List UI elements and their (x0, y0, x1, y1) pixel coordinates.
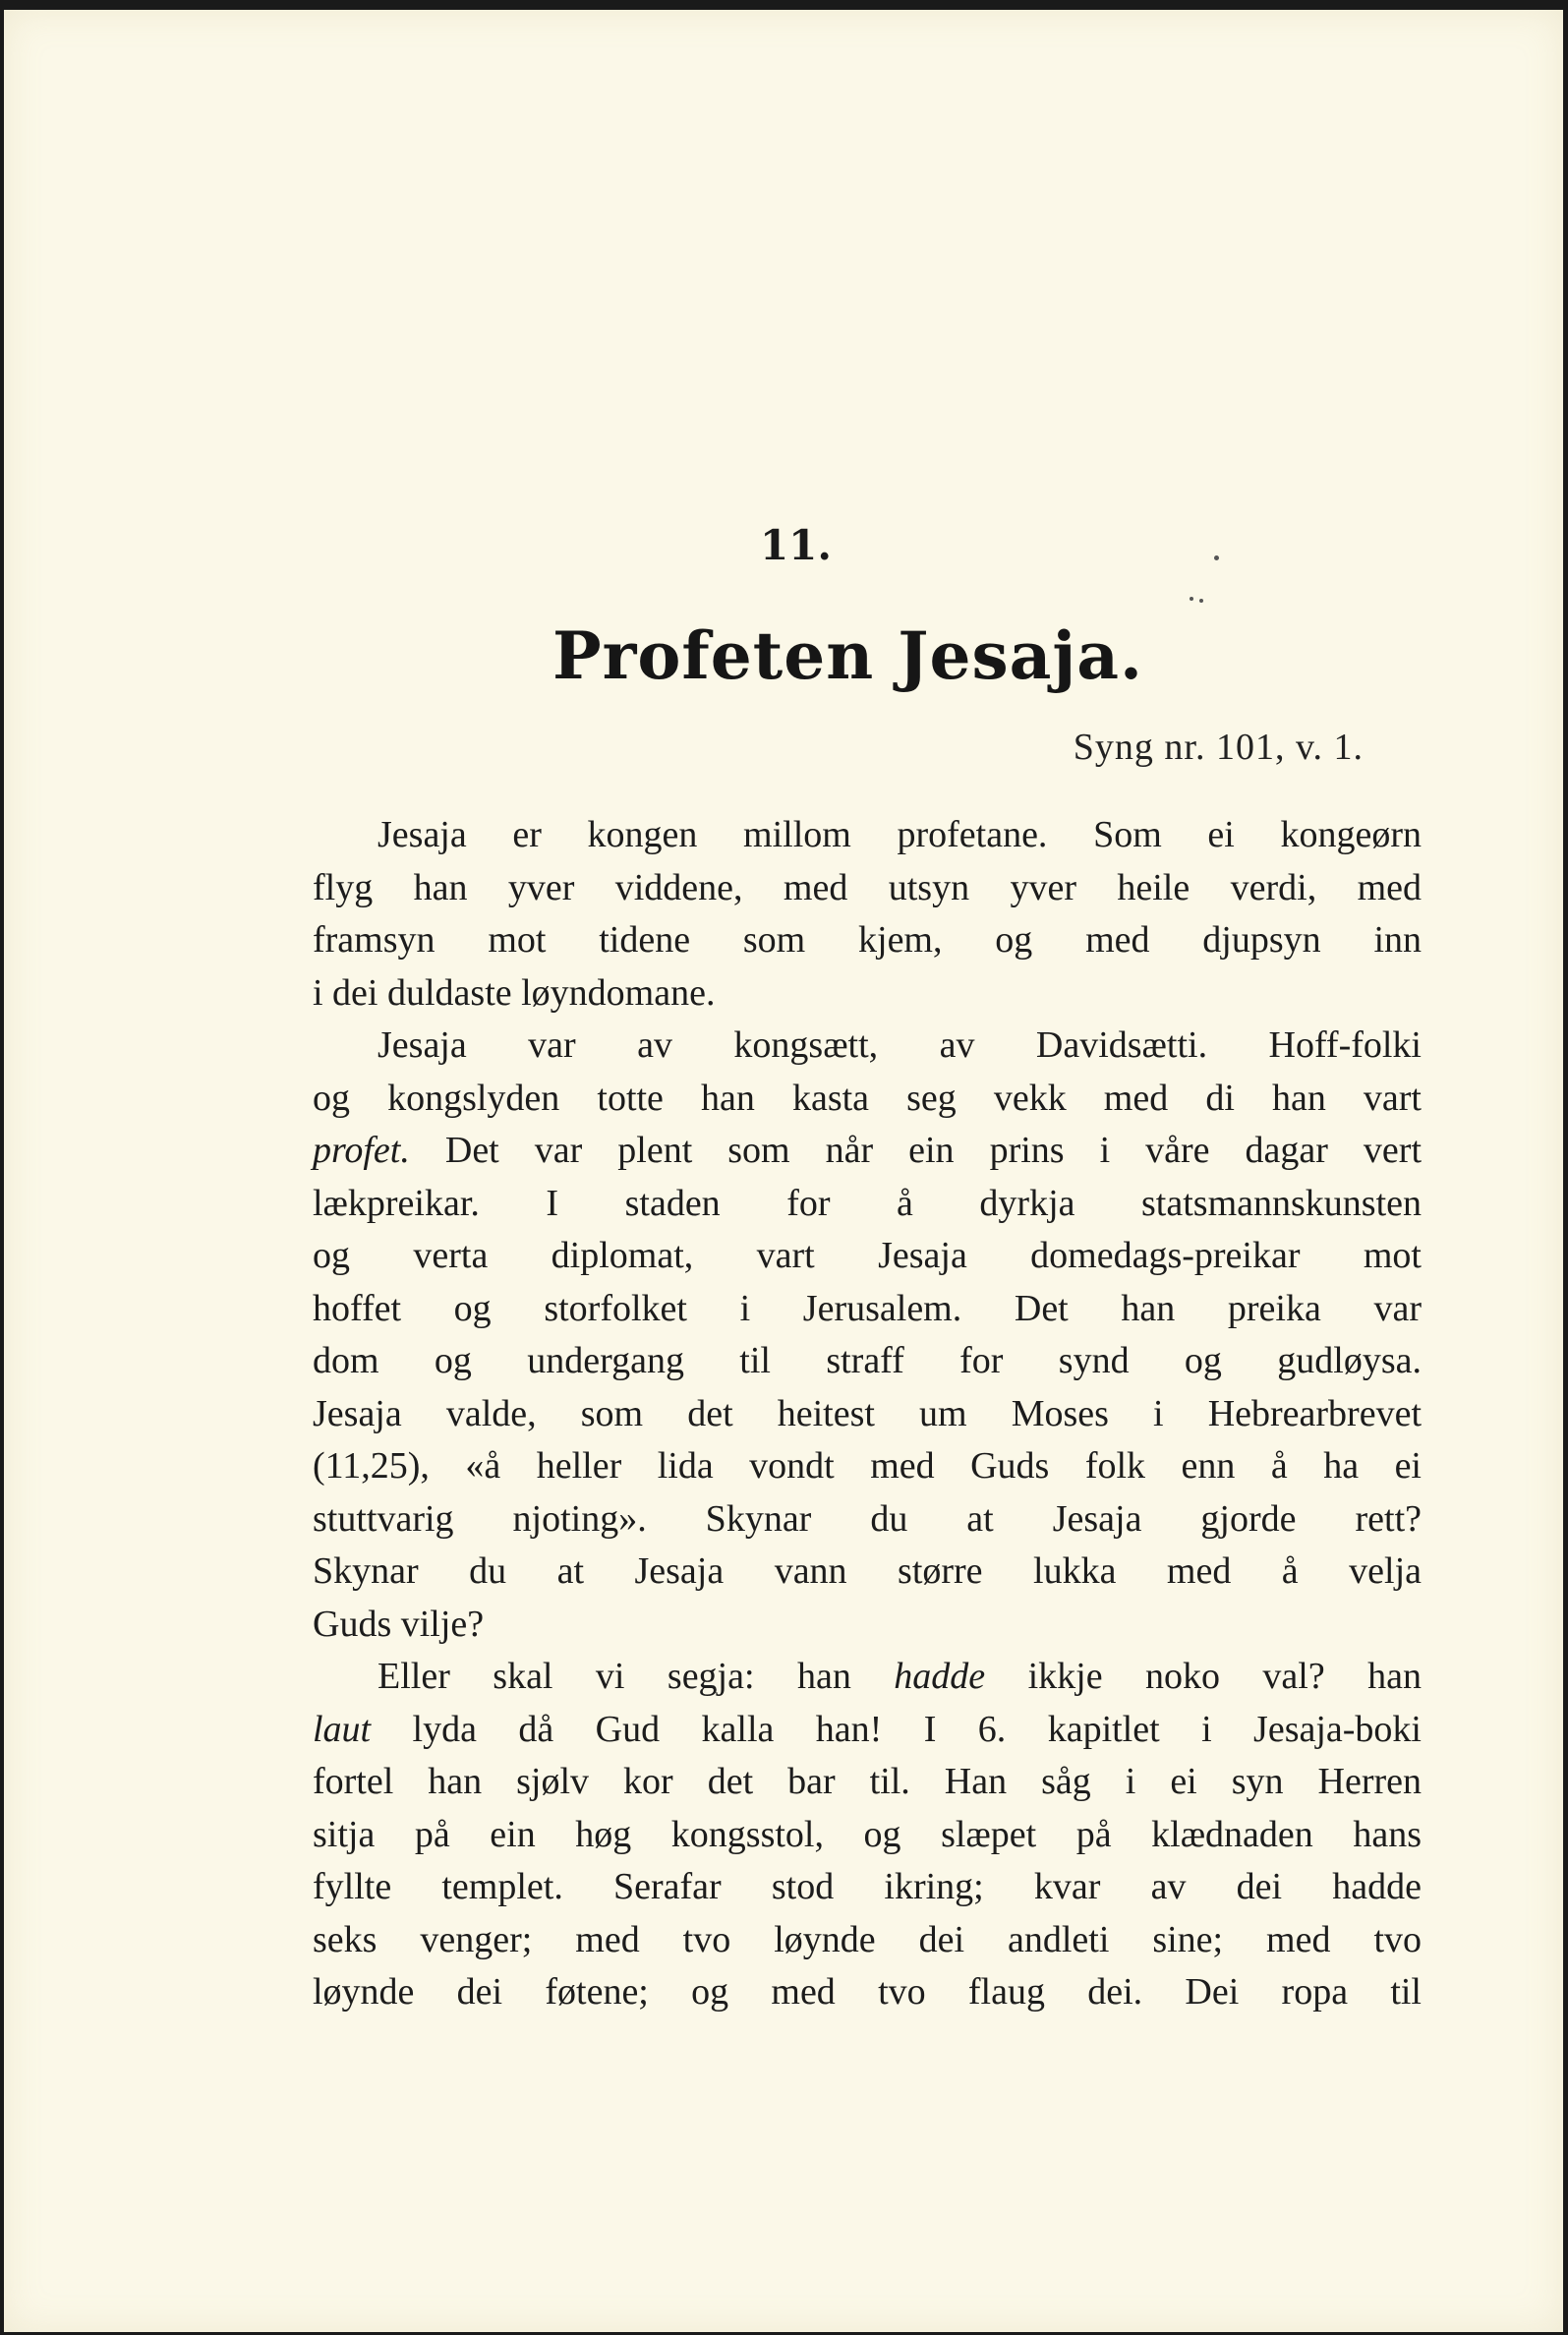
text-line: fyllte templet. Serafar stod ikring; kvar av dei hadde (313, 1866, 1422, 1907)
text-line: flyg han yver viddene, med utsyn yver heile verdi, med (313, 866, 1422, 908)
text-line: i dei duldaste løyndomane. (313, 971, 716, 1014)
text-line: Jesaja var av kongsætt, av Davidsætti. Hoff-folki (377, 1024, 1422, 1066)
text-line: dom og undergang til straff for synd og gudløysa. (313, 1340, 1422, 1381)
chapter-number: 11. (759, 521, 833, 569)
text-line: Skynar du at Jesaja vann større lukka med å velja (313, 1550, 1422, 1592)
text-line: framsyn mot tidene som kjem, og med djupsyn inn (313, 919, 1422, 961)
print-speck (1199, 599, 1203, 603)
text-fragment: Det var plent som når ein prins i våre dagar vert (444, 1130, 1422, 1171)
text-line: seks venger; med tvo løynde dei andleti sine; med tvo (313, 1918, 1422, 1960)
text-line (313, 1704, 1422, 1757)
body-text (313, 809, 1422, 2019)
text-line: Guds vilje? (313, 1603, 485, 1645)
hymn-reference: Syng nr. 101, v. 1. (1073, 727, 1364, 768)
text-line: Jesaja valde, som det heitest um Moses i Hebrearbrevet (313, 1392, 1422, 1434)
text-line: og verta diplomat, vart Jesaja domedags-preikar mot (313, 1235, 1422, 1276)
italic-word: hadde (894, 1656, 986, 1697)
italic-word: laut (313, 1708, 372, 1750)
text-fragment: Eller skal vi segja: han (377, 1656, 851, 1697)
text-line: sitja på ein høg kongsstol, og slæpet på klædnaden hans (313, 1813, 1422, 1855)
text-line: (11,25), «å heller lida vondt med Guds folk enn å ha ei (313, 1445, 1422, 1487)
text-line: fortel han sjølv kor det bar til. Han såg i ei syn Herren (313, 1761, 1422, 1802)
print-speck (1190, 597, 1193, 601)
text-line: og kongslyden totte han kasta seg vekk med di han vart (313, 1077, 1422, 1119)
text-line: hoffet og storfolket i Jerusalem. Det han preika var (313, 1287, 1422, 1329)
paragraph (313, 809, 1422, 1020)
text-fragment: ikkje noko val? han (1027, 1656, 1423, 1697)
text-line (313, 1651, 1422, 1704)
paragraph (313, 1020, 1422, 1651)
text-line (313, 1125, 1422, 1178)
paragraph (313, 1651, 1422, 2019)
text-fragment: lyda då Gud kalla han! I 6. kapitlet i Jesaja-boki (412, 1708, 1422, 1750)
text-line: Jesaja er kongen millom profetane. Som ei kongeørn (377, 814, 1422, 855)
chapter-title: Profeten Jesaja. (552, 617, 1143, 694)
text-line: stuttvarig njoting». Skynar du at Jesaja gjorde rett? (313, 1497, 1422, 1540)
italic-word: profet. (313, 1130, 410, 1171)
text-line: løynde dei føtene; og med tvo flaug dei. Dei ropa til (313, 1971, 1422, 2013)
text-line: lækpreikar. I staden for å dyrkja statsmannskunsten (313, 1182, 1422, 1224)
